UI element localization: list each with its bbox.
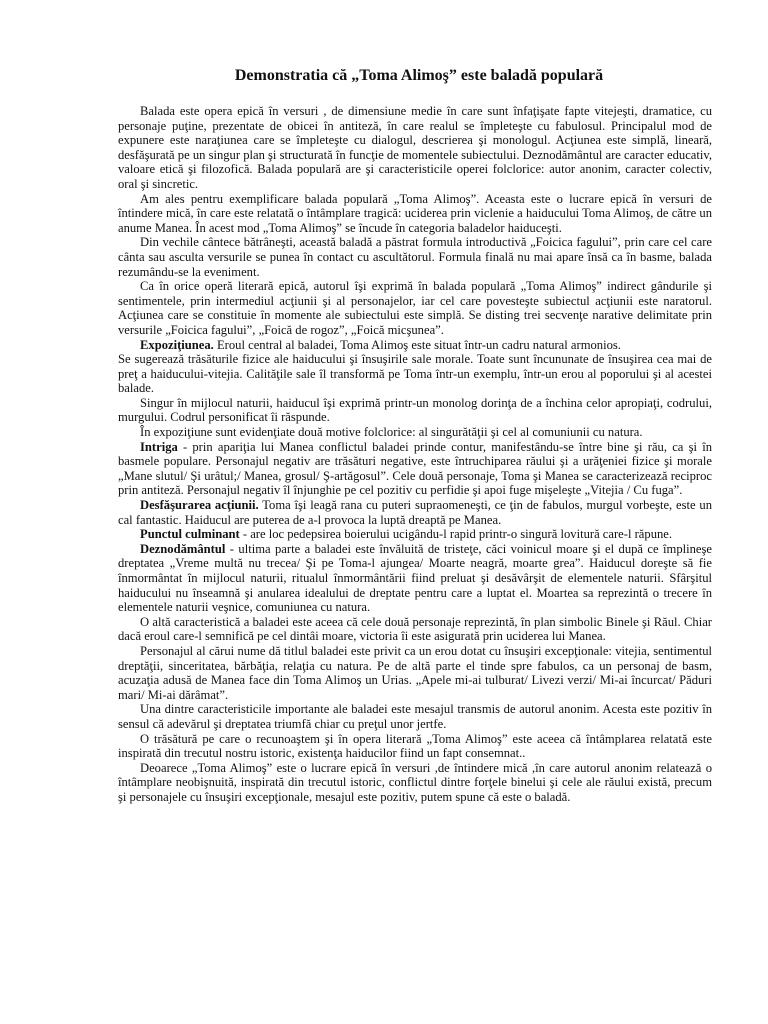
paragraph-formula: Din vechile cântece bătrâneşti, această baladă a păstrat formula introductivă „Foicica fagului”, prin care cel care cânta sau asculta versurile se punea în contact cu ascultătorul. Formula finală nu mai apare însă ca în basme, balada rezumându-se la eveniment. [118,235,712,279]
paragraph-expozitiunea: Expoziţiunea. Eroul central al baladei, Toma Alimoş este situat într-un cadru natural armonios. [140,337,621,352]
paragraph-author: Ca în orice operă literară epică, autorul îşi exprimă în balada populară „Toma Alimoş” indirect gândurile şi sentimentele, prin intermediul acţiunii şi al personajelor, iar cel care povesteşte subiectul acţiunii este naratorul. Acţiunea care se constituie în momente ale subiectului este simplă. Se disting trei secvenţe narative delimitate prin versurile „Foicica fagului”, „Foică de rogoz”, „Foică micşunea”. [118,279,712,337]
paragraph-istoric: O trăsătură pe care o recunoaştem şi în opera literară „Toma Alimoş” este aceea că întâmplarea relatată este inspirată din trecutul nostru istoric, existenţa haiducilor fiind un fapt consemnat.. [118,731,712,761]
document-title: Demonstratia că „Toma Alimoş” este baladă populară [234,67,604,84]
paragraph-choice: Am ales pentru exemplificare balada populară „Toma Alimoş”. Aceasta este o lucrare epică în versuri de întindere mică, în care este relatată o întâmplare tragică: uciderea prin viclenie a haiducului Toma Alimoş, de către un anume Manea. În acest mod „Toma Alimoş” se încude în categoria baladelor haiduceşti. [118,191,712,235]
paragraph-monolog: Singur în mijlocul naturii, haiducul îşi exprimă printr-un monolog dorinţa de a închina celor apropiaţi, codrului, murgului. Codrul personificat îi răspunde. [118,395,712,425]
paragraph-deznodamantul: Deznodământul - ultima parte a baladei este învăluită de tristeţe, căci voinicul moare şi el după ce împlineşe dreptatea „Vreme multă nu trecea/ Şi pe Toma-l ajungea/ Moarte neagră, moarte grea”. Haiducul doreşte să fie înmormântat în mijlocul naturii, ritualul înmormântării fiind preluat şi desăvârşit de elementele naturii. Sfârşitul haiducului nu înseamnă şi anularea idealului de dreptate pentru care a luptat el. Moartea sa reprezintă o trecere în elementele naturii veşnice, comuniunea cu natura. [118,541,712,615]
paragraph-motive: În expoziţiune sunt evidenţiate două motive folclorice: al singurătăţii şi cel al comuniunii cu natura. [140,425,643,440]
paragraph-punctul-culminant: Punctul culminant - are loc pedepsirea boierului ucigându-l rapid printr-o singură lovitură care-l răpune. [140,527,673,542]
paragraph-definition: Balada este opera epică în versuri , de dimensiune medie în care sunt înfaţişate fapte vitejeşti, dramatice, cu personaje puţine, prezentate de obicei în antiteză, în care realul se împleteşte cu fabulosul. Principalul mod de expunere este naraţiunea care se împleteşte cu dialogul, descrierea şi monologul. Acţiunea este simplă, lineară, desfăşurată pe un singur plan şi structurată în funcţie de momentele subiectului. Deznodământul are caracter educativ, valoare etică şi filozofică. Balada populară are şi caracteristicile operei folclorice: autor anonim, caracter colectiv, oral şi sincretic. [118,104,713,191]
section-lead: Deznodământul [140,541,226,556]
section-lead: Punctul culminant [140,527,240,542]
paragraph-concluzie: Deoarece „Toma Alimoş” este o lucrare epică în versuri ,de întindere mică ,în care autorul anonim relatează o întâmplare neobişnuită, inspirată din trecutul istoric, conflictul dintre forţele binelui şi cele ale răului există, precum şi personajele cu însuşiri excepţionale, mesajul este pozitiv, putem spune că este o baladă. [118,760,712,804]
paragraph-personaj: Personajul al cărui nume dă titlul baladei este privit ca un erou dotat cu însuşiri excepţionale: vitejia, sentimentul dreptăţii, sinceritatea, bărbăţia, relaţia cu natura. Pe de altă parte el tinde spre fabulos, ca un personaj de basm, acuzaţia adusă de Manea face din Toma Alimoş un Urias. „Apele mi-ai tulburat/ Livezi verzi/ Mi-ai încurcat/ Păduri mari/ Mi-ai dărâmat”. [118,643,712,702]
paragraph-traits: Se sugerează trăsăturile fizice ale haiducului şi însuşirile sale morale. Toate sunt încununate de însuşirea cea mai de preţ a haiducului-vitejia. Calităţile sale îl transformă pe Toma într-un exemplu, într-un erou al poporului şi al acestei balade. [118,352,712,396]
paragraph-bine-rau: O altă caracteristică a baladei este aceea că cele două personaje reprezintă, în plan simbolic Binele şi Răul. Chiar dacă eroul care-l semnifică pe cel dintâi moare, victoria îi este asigurată prin uciderea lui Manea. [118,614,712,644]
section-lead: Desfăşurarea acţiunii. [140,498,259,513]
section-lead: Expoziţiunea. [140,337,214,352]
paragraph-desfasurarea: Desfăşurarea acţiunii. Toma îşi leagă rana cu puteri supraomeneşti, ce ţin de fabulos, murgul vorbeşte, este un cal fantastic. Haiducul are puterea de a-l provoca la luptă dreaptă pe Manea. [118,498,712,527]
paragraph-mesaj: Una dintre caracteristicile importante ale baladei este mesajul transmis de autorul anonim. Acesta este pozitiv în sensul că adevărul şi dreptatea triumfă chiar cu preţul unor jertfe. [118,702,712,731]
section-lead: Intriga [140,439,178,454]
document-body [118,104,712,805]
paragraph-intriga: Intriga - prin apariţia lui Manea conflictul baladei prinde contur, manifestându-se între bine şi rău, ca şi în basmele populare. Personajul negativ are trăsături negative, este întruchiparea răului şi a urăţeniei fizice şi morale „Mane slutul/ Şi urâtul;/ Manea, grosul/ Ş-artăgosul”. Cele două personaje, Toma şi Manea se caracterizează reciproc prin antiteză. Personajul negativ îl înjunghie pe cel pozitiv cu perfidie şi apoi fuge mişeleşte „Vitejia / Cu fuga”. [118,439,712,498]
